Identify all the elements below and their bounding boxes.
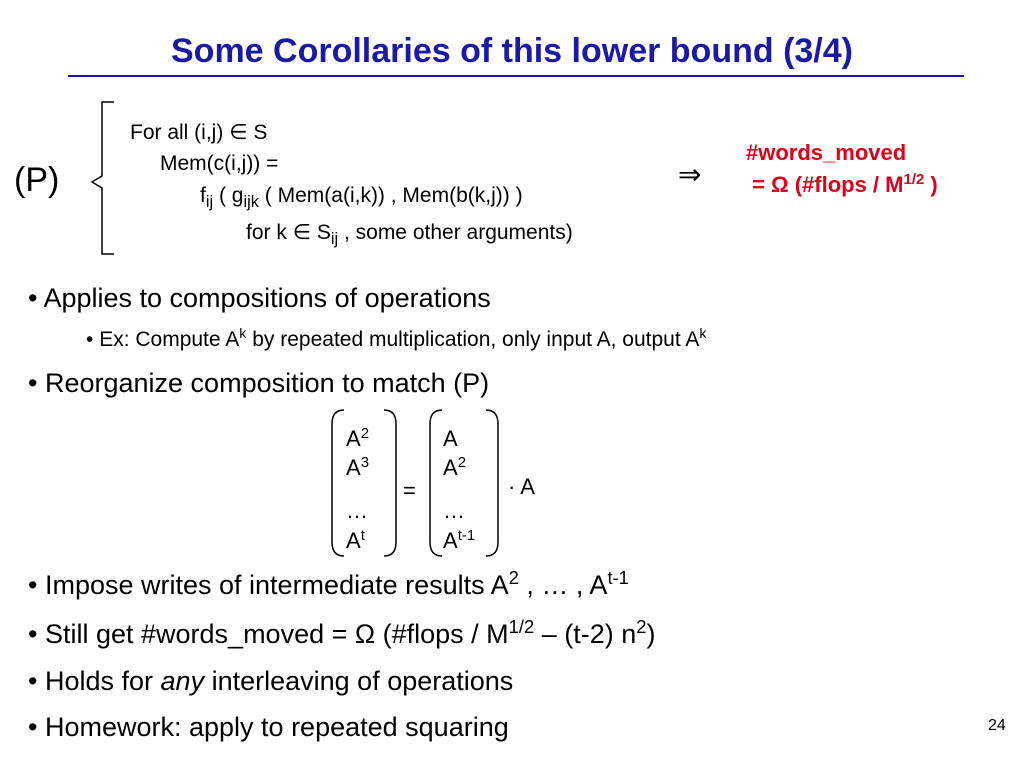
left-vector-open-paren bbox=[326, 408, 348, 558]
left-vector-entry-4: $A^t$ bbox=[346, 526, 365, 553]
omega-symbol: Ω bbox=[354, 619, 376, 649]
bullet-1-text: Applies to compositions of operations bbox=[43, 283, 491, 313]
bullet-1: • Applies to compositions of operations bbox=[28, 283, 491, 313]
line4-args: , some other arguments) bbox=[343, 221, 573, 244]
sub-bullet-text-b: by repeated multiplication, only input A, output A bbox=[252, 328, 700, 351]
sup-2: 2 bbox=[508, 566, 519, 588]
left-vector-entry-3: … bbox=[346, 498, 368, 523]
sup-t-minus-1: t-1 bbox=[607, 566, 629, 588]
bullet-5-emphasis: any bbox=[160, 666, 205, 696]
bullet-3: • Impose writes of intermediate results $A^2$ , … , $A^{t-1}$ bbox=[28, 566, 629, 600]
right-vector-entry-1: A bbox=[443, 426, 458, 451]
bullet-5: • Holds for any interleaving of operations bbox=[28, 666, 514, 696]
problem-label: (P) bbox=[14, 161, 60, 199]
sup-k: k bbox=[239, 326, 247, 343]
right-vector-close-paren bbox=[482, 408, 504, 558]
bullet-5-text-a: Holds for bbox=[44, 666, 154, 696]
sup-2: 2 bbox=[636, 615, 647, 637]
g-subscript: ijk bbox=[243, 192, 259, 211]
bullet-5-text-b: interleaving of operations bbox=[211, 666, 514, 696]
left-vector-close-paren bbox=[380, 408, 402, 558]
bullet-2-text: Reorganize composition to match (P) bbox=[44, 368, 490, 398]
slide-number: 24 bbox=[988, 717, 1006, 734]
sub-bullet-text-a: Ex: Compute A bbox=[99, 328, 240, 351]
result-close-paren: ) bbox=[930, 172, 938, 197]
result-line-2 bbox=[752, 172, 938, 198]
title-underline bbox=[68, 75, 964, 77]
equals-sign: = bbox=[403, 478, 416, 503]
line3-args: ( Mem(a(i,k)) , Mem(b(k,j)) ) bbox=[264, 184, 523, 207]
definition-line-3 bbox=[200, 184, 523, 211]
line4-text: for k bbox=[246, 221, 287, 244]
bullet-4-text-a: Still get #words_moved = bbox=[44, 619, 348, 649]
bullet-3-text-a: Impose writes of intermediate results A bbox=[44, 570, 509, 600]
bullet-2: • Reorganize composition to match (P) bbox=[28, 368, 490, 398]
left-vector-entry-2: $A^3$ bbox=[346, 453, 370, 480]
line1-text: For all (i,j) bbox=[130, 121, 224, 144]
element-of-symbol: ∈ bbox=[229, 121, 248, 144]
set-s: S bbox=[253, 121, 268, 144]
bullet-4-close-paren: ) bbox=[646, 619, 656, 649]
f-symbol: f bbox=[200, 184, 206, 207]
bullet-4: • Still get #words_moved = Ω (#flops / $M^{1/2} - (t-2)$ $n^2$) bbox=[28, 615, 656, 649]
s-subscript: ij bbox=[330, 229, 339, 248]
bullet-3-text-b: , … , A bbox=[526, 570, 608, 600]
left-vector-entry-1: $A^2$ bbox=[346, 424, 370, 451]
sub-bullet-1: • Ex: Compute $A^k$ by repeated multiplication, only input A, output $A^k$ bbox=[86, 326, 707, 351]
sup-half: 1/2 bbox=[508, 615, 535, 637]
result-exponent: 1/2 bbox=[903, 170, 925, 188]
right-vector-entry-4: $A^{t-1}$ bbox=[443, 526, 476, 553]
result-line-1: #words_moved bbox=[746, 140, 907, 165]
sup-k: k bbox=[699, 326, 707, 343]
result-bound-text: = Ω (#flops / M bbox=[752, 172, 904, 197]
definition-line-1 bbox=[130, 120, 267, 145]
definition-line-2: Mem(c(i,j)) = bbox=[160, 152, 279, 175]
right-vector-entry-3: … bbox=[443, 498, 465, 523]
element-of-symbol: ∈ bbox=[292, 221, 311, 244]
right-vector-entry-2: $A^2$ bbox=[443, 453, 467, 480]
slide-title: Some Corollaries of this lower bound (3/4) bbox=[171, 32, 853, 70]
bullet-4-text-b: (#flops / M bbox=[382, 619, 509, 649]
g-symbol: ( g bbox=[218, 184, 244, 207]
f-subscript: ij bbox=[205, 192, 214, 211]
bullet-6-text: Homework: apply to repeated squaring bbox=[44, 712, 509, 742]
bullet-6: • Homework: apply to repeated squaring bbox=[28, 712, 509, 742]
implies-arrow: ⇒ bbox=[678, 159, 702, 190]
set-s: S bbox=[316, 221, 331, 244]
times-a: · A bbox=[508, 474, 535, 499]
bullet-4-text-c: – (t-2) n bbox=[541, 619, 637, 649]
left-brace bbox=[88, 98, 118, 258]
definition-line-4 bbox=[246, 220, 573, 248]
